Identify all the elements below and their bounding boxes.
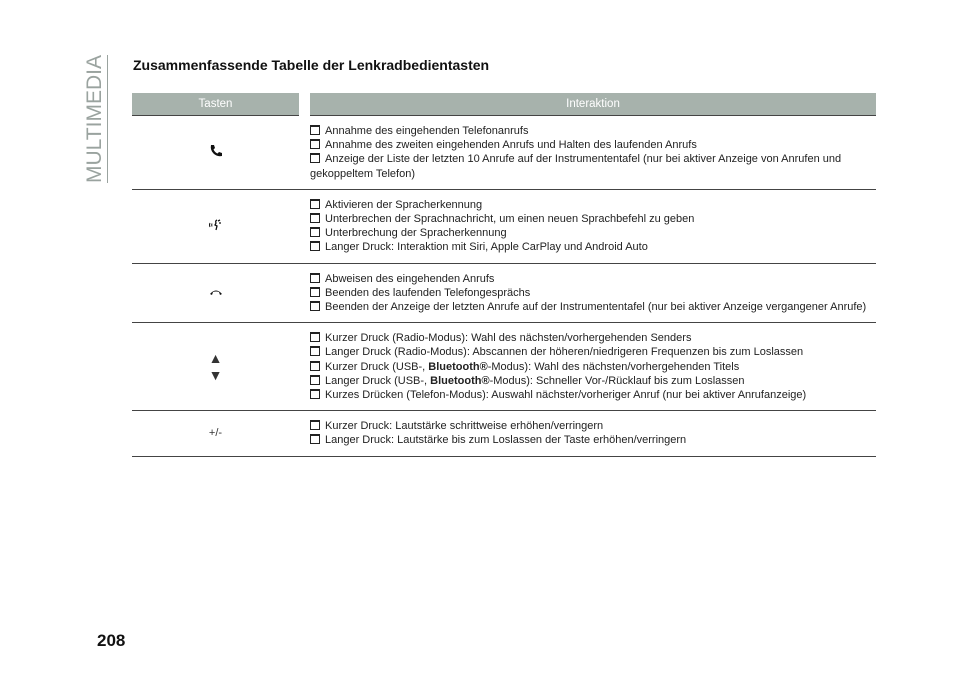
list-item (310, 124, 876, 138)
list-item (310, 331, 876, 345)
section-label (84, 55, 106, 183)
item-text: Kurzer Druck (USB-, (325, 360, 429, 373)
list-item (310, 152, 876, 180)
section-label-text: MULTIMEDIA (83, 55, 106, 183)
item-text: Abweisen des eingehenden Anrufs (325, 272, 495, 285)
list-item (310, 212, 876, 226)
list-item (310, 419, 876, 433)
table-row (132, 190, 876, 264)
table-row (132, 411, 876, 456)
controls-table (132, 116, 876, 457)
item-text: -Modus): Schneller Vor-/Rücklauf bis zum Loslassen (489, 374, 745, 387)
list-item (310, 198, 876, 212)
page-number: 208 (97, 631, 126, 650)
item-text: Anzeige der Liste der letzten 10 Anrufe auf der Instrumententafel (nur bei aktiver Anzeige von Anrufen und gekoppeltem Telefon) (310, 153, 842, 180)
key-cell (132, 198, 299, 255)
interaction-cell (310, 419, 876, 447)
list-item (310, 374, 876, 388)
key-cell (132, 124, 299, 181)
list-item (310, 345, 876, 359)
arrow-up-icon: ▲ (208, 349, 223, 366)
interaction-cell (310, 272, 876, 315)
interaction-cell (310, 124, 876, 181)
list-item (310, 300, 876, 314)
item-text: Aktivieren der Spracherkennung (325, 198, 483, 211)
list-item (310, 360, 876, 374)
item-text: Kurzes Drücken (Telefon-Modus): Auswahl nächster/vorheriger Anruf (nur bei aktiver Anrufanzeige) (325, 389, 807, 402)
list-item (310, 240, 876, 254)
item-text: Kurzer Druck (Radio-Modus): Wahl des nächsten/vorhergehenden Senders (325, 332, 692, 345)
table-row (132, 116, 876, 190)
voice-recognition-icon (208, 218, 224, 235)
table-row (132, 264, 876, 324)
item-text: -Modus): Wahl des nächsten/vorhergehenden Titels (487, 360, 740, 373)
item-text: Annahme des zweiten eingehenden Anrufs und Halten des laufenden Anrufs (325, 139, 697, 152)
item-bold: Bluetooth® (428, 360, 488, 373)
up-down-arrows-icon (209, 350, 223, 384)
section-divider (107, 55, 108, 183)
key-label: +/- (208, 427, 223, 440)
item-text: Kurzer Druck: Lautstärke schrittweise erhöhen/verringern (325, 420, 604, 433)
item-text: Langer Druck (Radio-Modus): Abscannen der höheren/niedrigeren Frequenzen bis zum Loslassen (325, 346, 804, 359)
list-item (310, 433, 876, 447)
interaction-cell (310, 331, 876, 402)
interaction-cell (310, 198, 876, 255)
arrow-down-icon: ▼ (208, 366, 223, 383)
list-item (310, 138, 876, 152)
item-text: Annahme des eingehenden Telefonanrufs (325, 125, 529, 137)
item-text: Langer Druck (USB-, (325, 374, 431, 387)
page-title: Zusammenfassende Tabelle der Lenkradbedientasten (133, 57, 490, 73)
table-row (132, 323, 876, 411)
item-bold: Bluetooth® (430, 374, 490, 387)
header-keys: Tasten (132, 93, 299, 116)
item-text: Unterbrechung der Spracherkennung (325, 227, 507, 240)
phone-accept-icon (209, 144, 223, 161)
key-cell (132, 419, 299, 447)
key-cell (132, 272, 299, 315)
phone-hangup-icon (209, 287, 223, 299)
item-text: Langer Druck: Interaktion mit Siri, Apple CarPlay und Android Auto (325, 241, 648, 254)
key-cell (132, 331, 299, 402)
list-item (310, 226, 876, 240)
header-interaction: Interaktion (310, 93, 876, 116)
item-text: Beenden der Anzeige der letzten Anrufe auf der Instrumententafel (nur bei aktiver Anzeige vergangener Anrufe) (325, 301, 867, 314)
item-text: Unterbrechen der Sprachnachricht, um einen neuen Sprachbefehl zu geben (325, 213, 695, 226)
list-item (310, 286, 876, 300)
item-text: Langer Druck: Lautstärke bis zum Loslassen der Taste erhöhen/verringern (325, 434, 687, 447)
list-item (310, 388, 876, 402)
item-text: Beenden des laufenden Telefongesprächs (325, 286, 531, 299)
list-item (310, 272, 876, 286)
